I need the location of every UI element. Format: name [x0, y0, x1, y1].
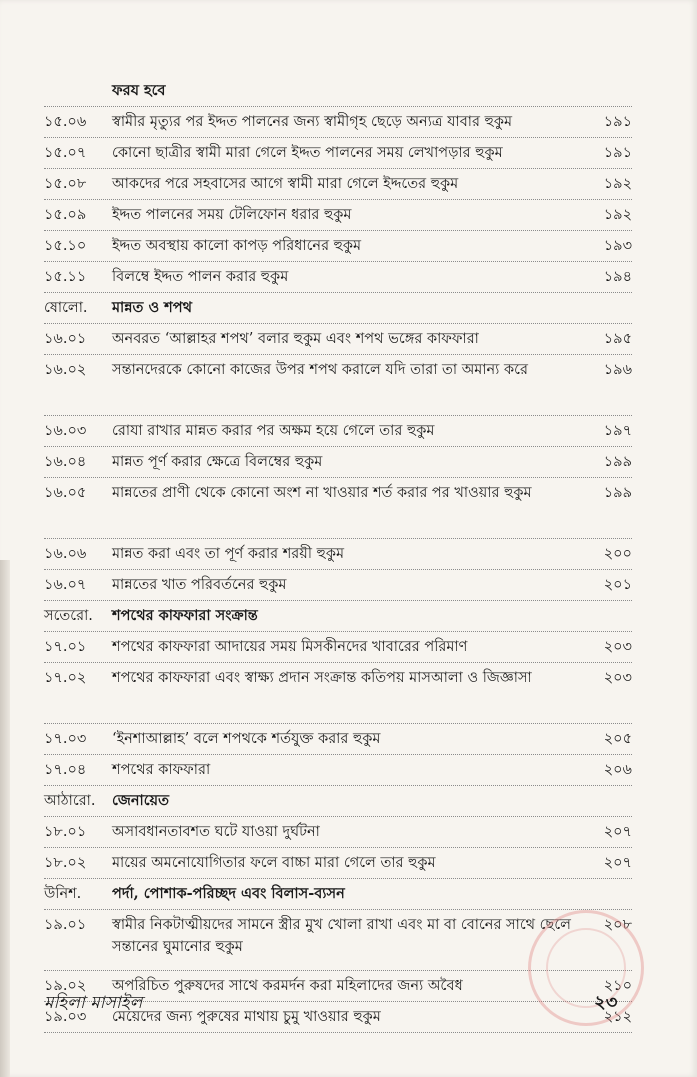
entry-page: ২১০	[603, 978, 632, 994]
chapter-label: আঠারো.	[44, 793, 96, 809]
entry-title: স্বামীর মৃত্যুর পর ইদ্দত পালনের জন্য স্বামীগৃহ ছেড়ে অন্যত্র যাবার হুকুম	[112, 114, 513, 130]
entry-number: ১৭.০১	[44, 639, 87, 655]
entry-number: ১৯.০২	[44, 978, 87, 994]
entry-page: ১৯৫	[603, 331, 632, 347]
entry-title: মান্নত পূর্ণ করার ক্ষেত্রে বিলম্বের হুকুম	[112, 454, 323, 470]
chapter-label: সতেরো.	[44, 608, 93, 624]
entry-page: ২০৭	[603, 855, 632, 871]
entry-page: ২০৭	[603, 824, 632, 840]
entry-number: ১৫.০৭	[44, 145, 87, 161]
continuation-title: ফরয হবে	[112, 82, 166, 99]
entry-number: ১৮.০১	[44, 824, 87, 840]
entry-page: ২১২	[603, 1009, 632, 1025]
entry-title: ‘ইনশাআল্লাহ’ বলে শপথকে শর্তযুক্ত করার হুকুম	[112, 731, 381, 747]
chapter-heading	[44, 601, 632, 632]
toc-entry[interactable]	[44, 848, 632, 879]
entry-number: ১৫.১১	[44, 269, 87, 285]
chapter-label: ষোলো.	[44, 300, 88, 316]
entry-number: ১৬.০২	[44, 362, 87, 378]
entry-number: ১৬.০১	[44, 331, 87, 347]
entry-page: ১৯৩	[603, 238, 632, 254]
entry-number: ১৮.০২	[44, 855, 87, 871]
chapter-heading	[44, 293, 632, 324]
entry-title: স্বামীর নিকটাত্মীয়দের সামনে স্ত্রীর মুখ খোলা রাখা এবং মা বা বোনের সাথে ছেলে সন্তানের ঘুমানোর হুকুম	[112, 917, 571, 955]
entry-number: ১৬.০৫	[44, 485, 87, 501]
entry-page: ২০৬	[603, 762, 632, 778]
page-edge	[0, 560, 10, 1077]
entry-number: ১৭.০৩	[44, 731, 87, 747]
toc-entry[interactable]	[44, 817, 632, 848]
entry-title: অনবরত ‘আল্লাহর শপথ’ বলার হুকুম এবং শপথ ভঙ্গের কাফফারা	[112, 331, 479, 347]
entry-title: অপরিচিত পুরুষদের সাথে করমর্দন করা মহিলাদের জন্য অবৈধ	[112, 978, 463, 994]
entry-page: ১৯৭	[603, 423, 632, 439]
entry-title: ইদ্দত পালনের সময় টেলিফোন ধরার হুকুম	[112, 207, 352, 223]
chapter-label: উনিশ.	[44, 886, 82, 902]
toc-entry[interactable]	[44, 478, 632, 539]
entry-page: ২০৩	[603, 670, 632, 686]
toc-entry[interactable]	[44, 107, 632, 138]
entry-title: ইদ্দত অবস্থায় কালো কাপড় পরিধানের হুকুম	[112, 238, 362, 254]
continuation-heading	[44, 76, 632, 107]
entry-page: ২০১	[603, 577, 632, 593]
toc-entry[interactable]	[44, 138, 632, 169]
entry-title: সন্তানদেরকে কোনো কাজের উপর শপথ করালে যদি তারা তা অমান্য করে	[112, 362, 528, 378]
entry-title: মান্নত করা এবং তা পূর্ণ করার শরয়ী হুকুম	[112, 546, 345, 562]
chapter-title: জেনায়েত	[112, 792, 169, 809]
entry-number: ১৬.০৬	[44, 546, 87, 562]
entry-page: ১৯৪	[603, 269, 632, 285]
entry-number: ১৬.০৩	[44, 423, 87, 439]
toc-entry[interactable]	[44, 231, 632, 262]
entry-title: মান্নতের প্রাণী থেকে কোনো অংশ না খাওয়ার শর্ত করার পর খাওয়ার হুকুম	[112, 485, 532, 501]
entry-title: মান্নতের খাত পরিবর্তনের হুকুম	[112, 577, 287, 593]
entry-page: ১৯২	[603, 176, 632, 192]
entry-number: ১৬.০৪	[44, 454, 87, 470]
table-of-contents	[44, 76, 632, 1033]
running-footer-title: মহিলা মাসাইল	[44, 993, 143, 1013]
toc-entry[interactable]	[44, 539, 632, 570]
entry-page: ২০৮	[603, 917, 632, 933]
entry-title: বিলম্বে ইদ্দত পালন করার হুকুম	[112, 269, 289, 285]
entry-number: ১৯.০৩	[44, 1009, 87, 1025]
watermark-stamp	[528, 910, 644, 1026]
chapter-heading	[44, 879, 632, 910]
entry-page: ১৯৯	[603, 454, 632, 470]
entry-title: শপথের কাফফারা আদায়ের সময় মিসকীনদের খাবারের পরিমাণ	[112, 639, 468, 655]
toc-entry[interactable]	[44, 755, 632, 786]
entry-page: ১৯৬	[603, 362, 632, 378]
entry-number: ১৭.০৪	[44, 762, 87, 778]
toc-entry[interactable]	[44, 570, 632, 601]
entry-title: শপথের কাফফারা	[112, 762, 211, 778]
entry-number: ১৫.০৮	[44, 176, 87, 192]
entry-page: ১৯১	[603, 145, 632, 161]
entry-title: মায়ের অমনোযোগিতার ফলে বাচ্চা মারা গেলে তার হুকুম	[112, 855, 436, 871]
toc-entry[interactable]	[44, 447, 632, 478]
entry-title: কোনো ছাত্রীর স্বামী মারা গেলে ইদ্দত পালনের সময় লেখাপড়ার হুকুম	[112, 145, 503, 161]
entry-number: ১৫.১০	[44, 238, 87, 254]
chapter-title: শপথের কাফফারা সংক্রান্ত	[112, 607, 258, 624]
entry-page: ২০৫	[603, 731, 632, 747]
toc-entry[interactable]	[44, 324, 632, 355]
entry-title: অসাবধানতাবশত ঘটে যাওয়া দুর্ঘটনা	[112, 824, 320, 840]
entry-number: ১৫.০৯	[44, 207, 87, 223]
chapter-title: মান্নত ও শপথ	[112, 299, 192, 316]
entry-page: ১৯১	[603, 114, 632, 130]
entry-title: মেয়েদের জন্য পুরুষের মাথায় চুমু খাওয়ার হুকুম	[112, 1009, 381, 1025]
toc-entry[interactable]	[44, 663, 632, 724]
entry-number: ১৯.০১	[44, 917, 87, 933]
entry-number: ১৭.০২	[44, 670, 87, 686]
toc-entry[interactable]	[44, 416, 632, 447]
toc-entry[interactable]	[44, 355, 632, 416]
entry-page: ১৯২	[603, 207, 632, 223]
toc-entry[interactable]	[44, 724, 632, 755]
entry-title: রোযা রাখার মান্নত করার পর অক্ষম হয়ে গেলে তার হুকুম	[112, 423, 435, 439]
toc-entry[interactable]	[44, 200, 632, 231]
entry-page: ২০৩	[603, 639, 632, 655]
entry-number: ১৬.০৭	[44, 577, 87, 593]
entry-title: শপথের কাফফারা এবং স্বাক্ষ্য প্রদান সংক্রান্ত কতিপয় মাসআলা ও জিজ্ঞাসা	[112, 670, 532, 686]
toc-entry[interactable]	[44, 169, 632, 200]
entry-page: ২০০	[603, 546, 632, 562]
footer-page-number: ২৩	[594, 992, 618, 1013]
toc-entry[interactable]	[44, 632, 632, 663]
entry-title: আকদের পরে সহবাসের আগে স্বামী মারা গেলে ইদ্দতের হুকুম	[112, 176, 459, 192]
entry-number: ১৫.০৬	[44, 114, 87, 130]
toc-entry[interactable]	[44, 262, 632, 293]
chapter-title: পর্দা, পোশাক-পরিচ্ছদ এবং বিলাস-ব্যসন	[112, 885, 345, 902]
chapter-heading	[44, 786, 632, 817]
entry-page: ১৯৯	[603, 485, 632, 501]
